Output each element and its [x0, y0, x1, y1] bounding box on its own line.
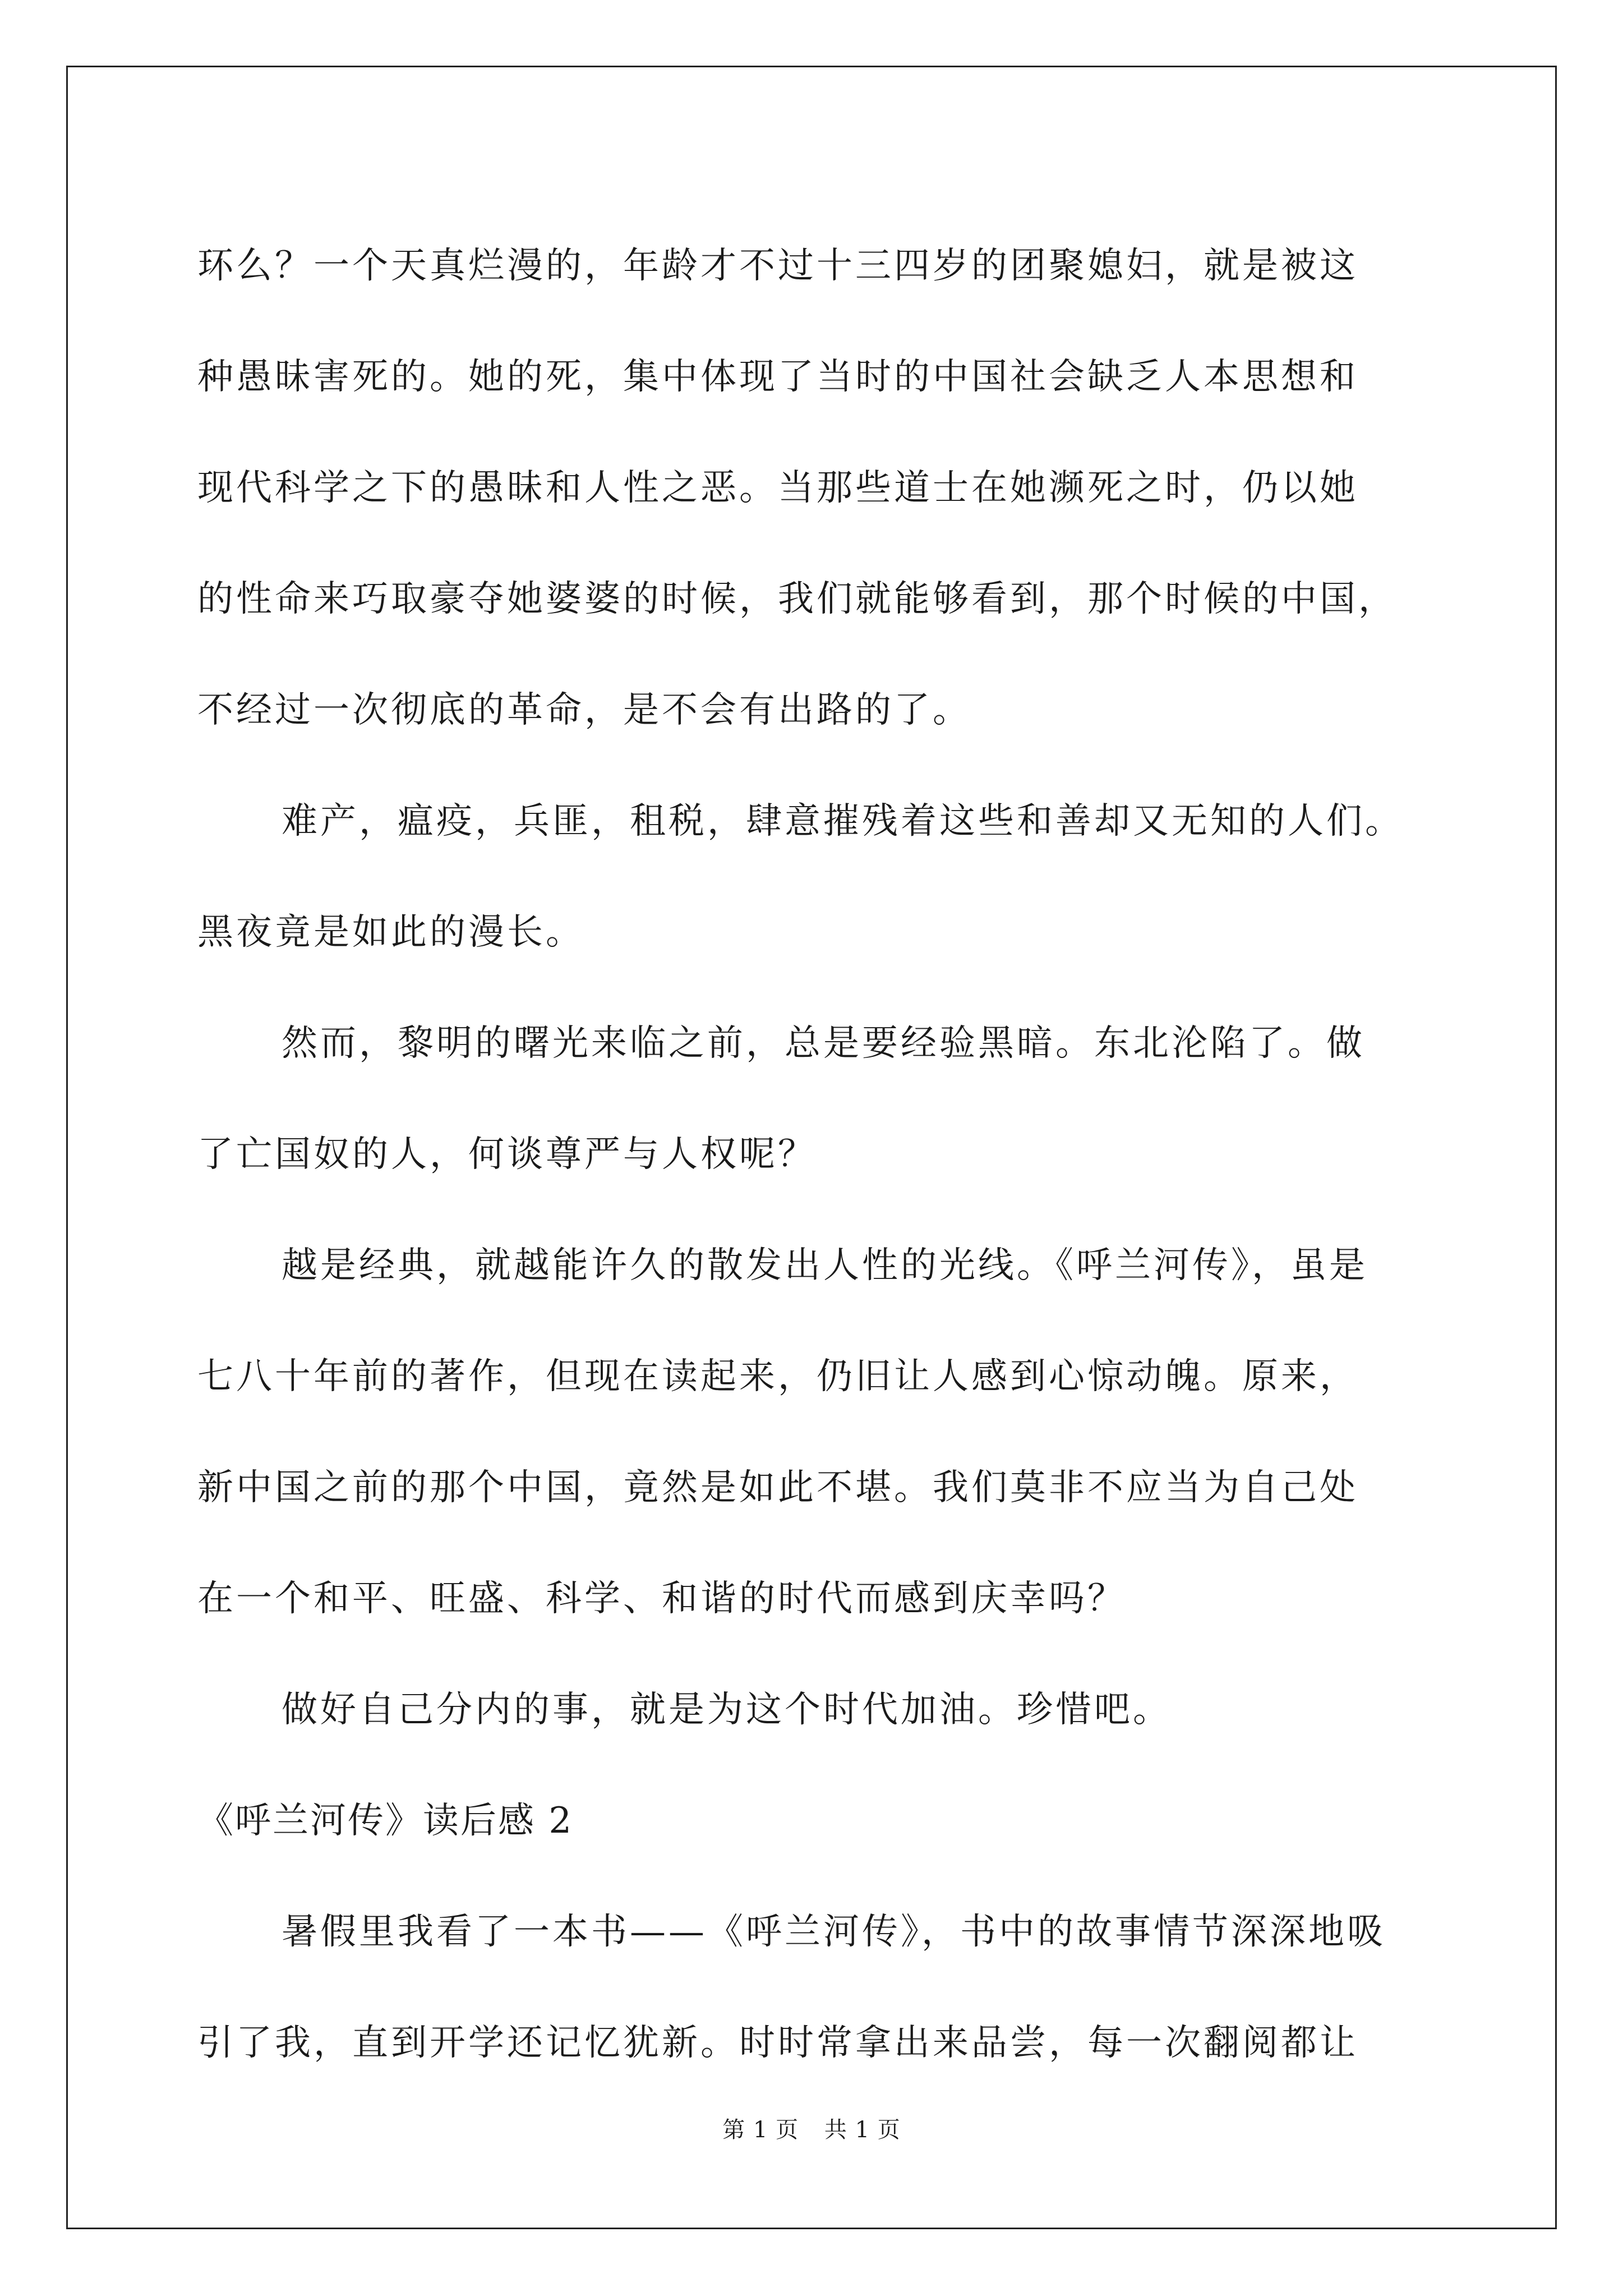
- text-line: 在一个和平、旺盛、科学、和谐的时代而感到庆幸吗？: [197, 1578, 1126, 1619]
- page-footer: [0, 2112, 1623, 2144]
- text-line: 新中国之前的那个中国，竟然是如此不堪。我们莫非不应当为自己处: [197, 1467, 1358, 1508]
- document-body: [197, 210, 1422, 2099]
- text-line: 七八十年前的著作，但现在读起来，仍旧让人感到心惊动魄。原来，: [197, 1356, 1358, 1397]
- text-line: 的性命来巧取豪夺她婆婆的时候，我们就能够看到，那个时候的中国，: [197, 578, 1397, 620]
- paragraph-start: 难产，瘟疫，兵匪，租税，肆意摧残着这些和善却又无知的人们。: [282, 800, 1404, 842]
- paragraph-start: 越是经典，就越能许久的散发出人性的光线。《呼兰河传》，虽是: [282, 1245, 1368, 1286]
- paragraph-start: 暑假里我看了一本书——《呼兰河传》，书中的故事情节深深地吸: [282, 1911, 1386, 1953]
- text-line: 不经过一次彻底的革命，是不会有出路的了。: [197, 689, 971, 731]
- text-line: 黑夜竟是如此的漫长。: [197, 912, 584, 953]
- page-number-current: 第 1 页: [722, 2117, 799, 2143]
- paragraph-start: 然而，黎明的曙光来临之前，总是要经验黑暗。东北沦陷了。做: [282, 1023, 1365, 1064]
- text-line: 种愚昧害死的。她的死，集中体现了当时的中国社会缺乏人本思想和: [197, 356, 1358, 398]
- paragraph-start: 做好自己分内的事，就是为这个时代加油。珍惜吧。: [282, 1689, 1172, 1731]
- text-line: 现代科学之下的愚昧和人性之恶。当那些道士在她濒死之时，仍以她: [197, 467, 1358, 509]
- section-title: 《呼兰河传》读后感 2: [197, 1800, 574, 1842]
- text-line: 环么？一个天真烂漫的，年龄才不过十三四岁的团聚媳妇，就是被这: [197, 245, 1358, 287]
- text-line: 了亡国奴的人，何谈尊严与人权呢？: [197, 1134, 817, 1175]
- text-line: 引了我，直到开学还记忆犹新。时时常拿出来品尝，每一次翻阅都让: [197, 2022, 1358, 2064]
- page-number-total: 共 1 页: [824, 2117, 901, 2143]
